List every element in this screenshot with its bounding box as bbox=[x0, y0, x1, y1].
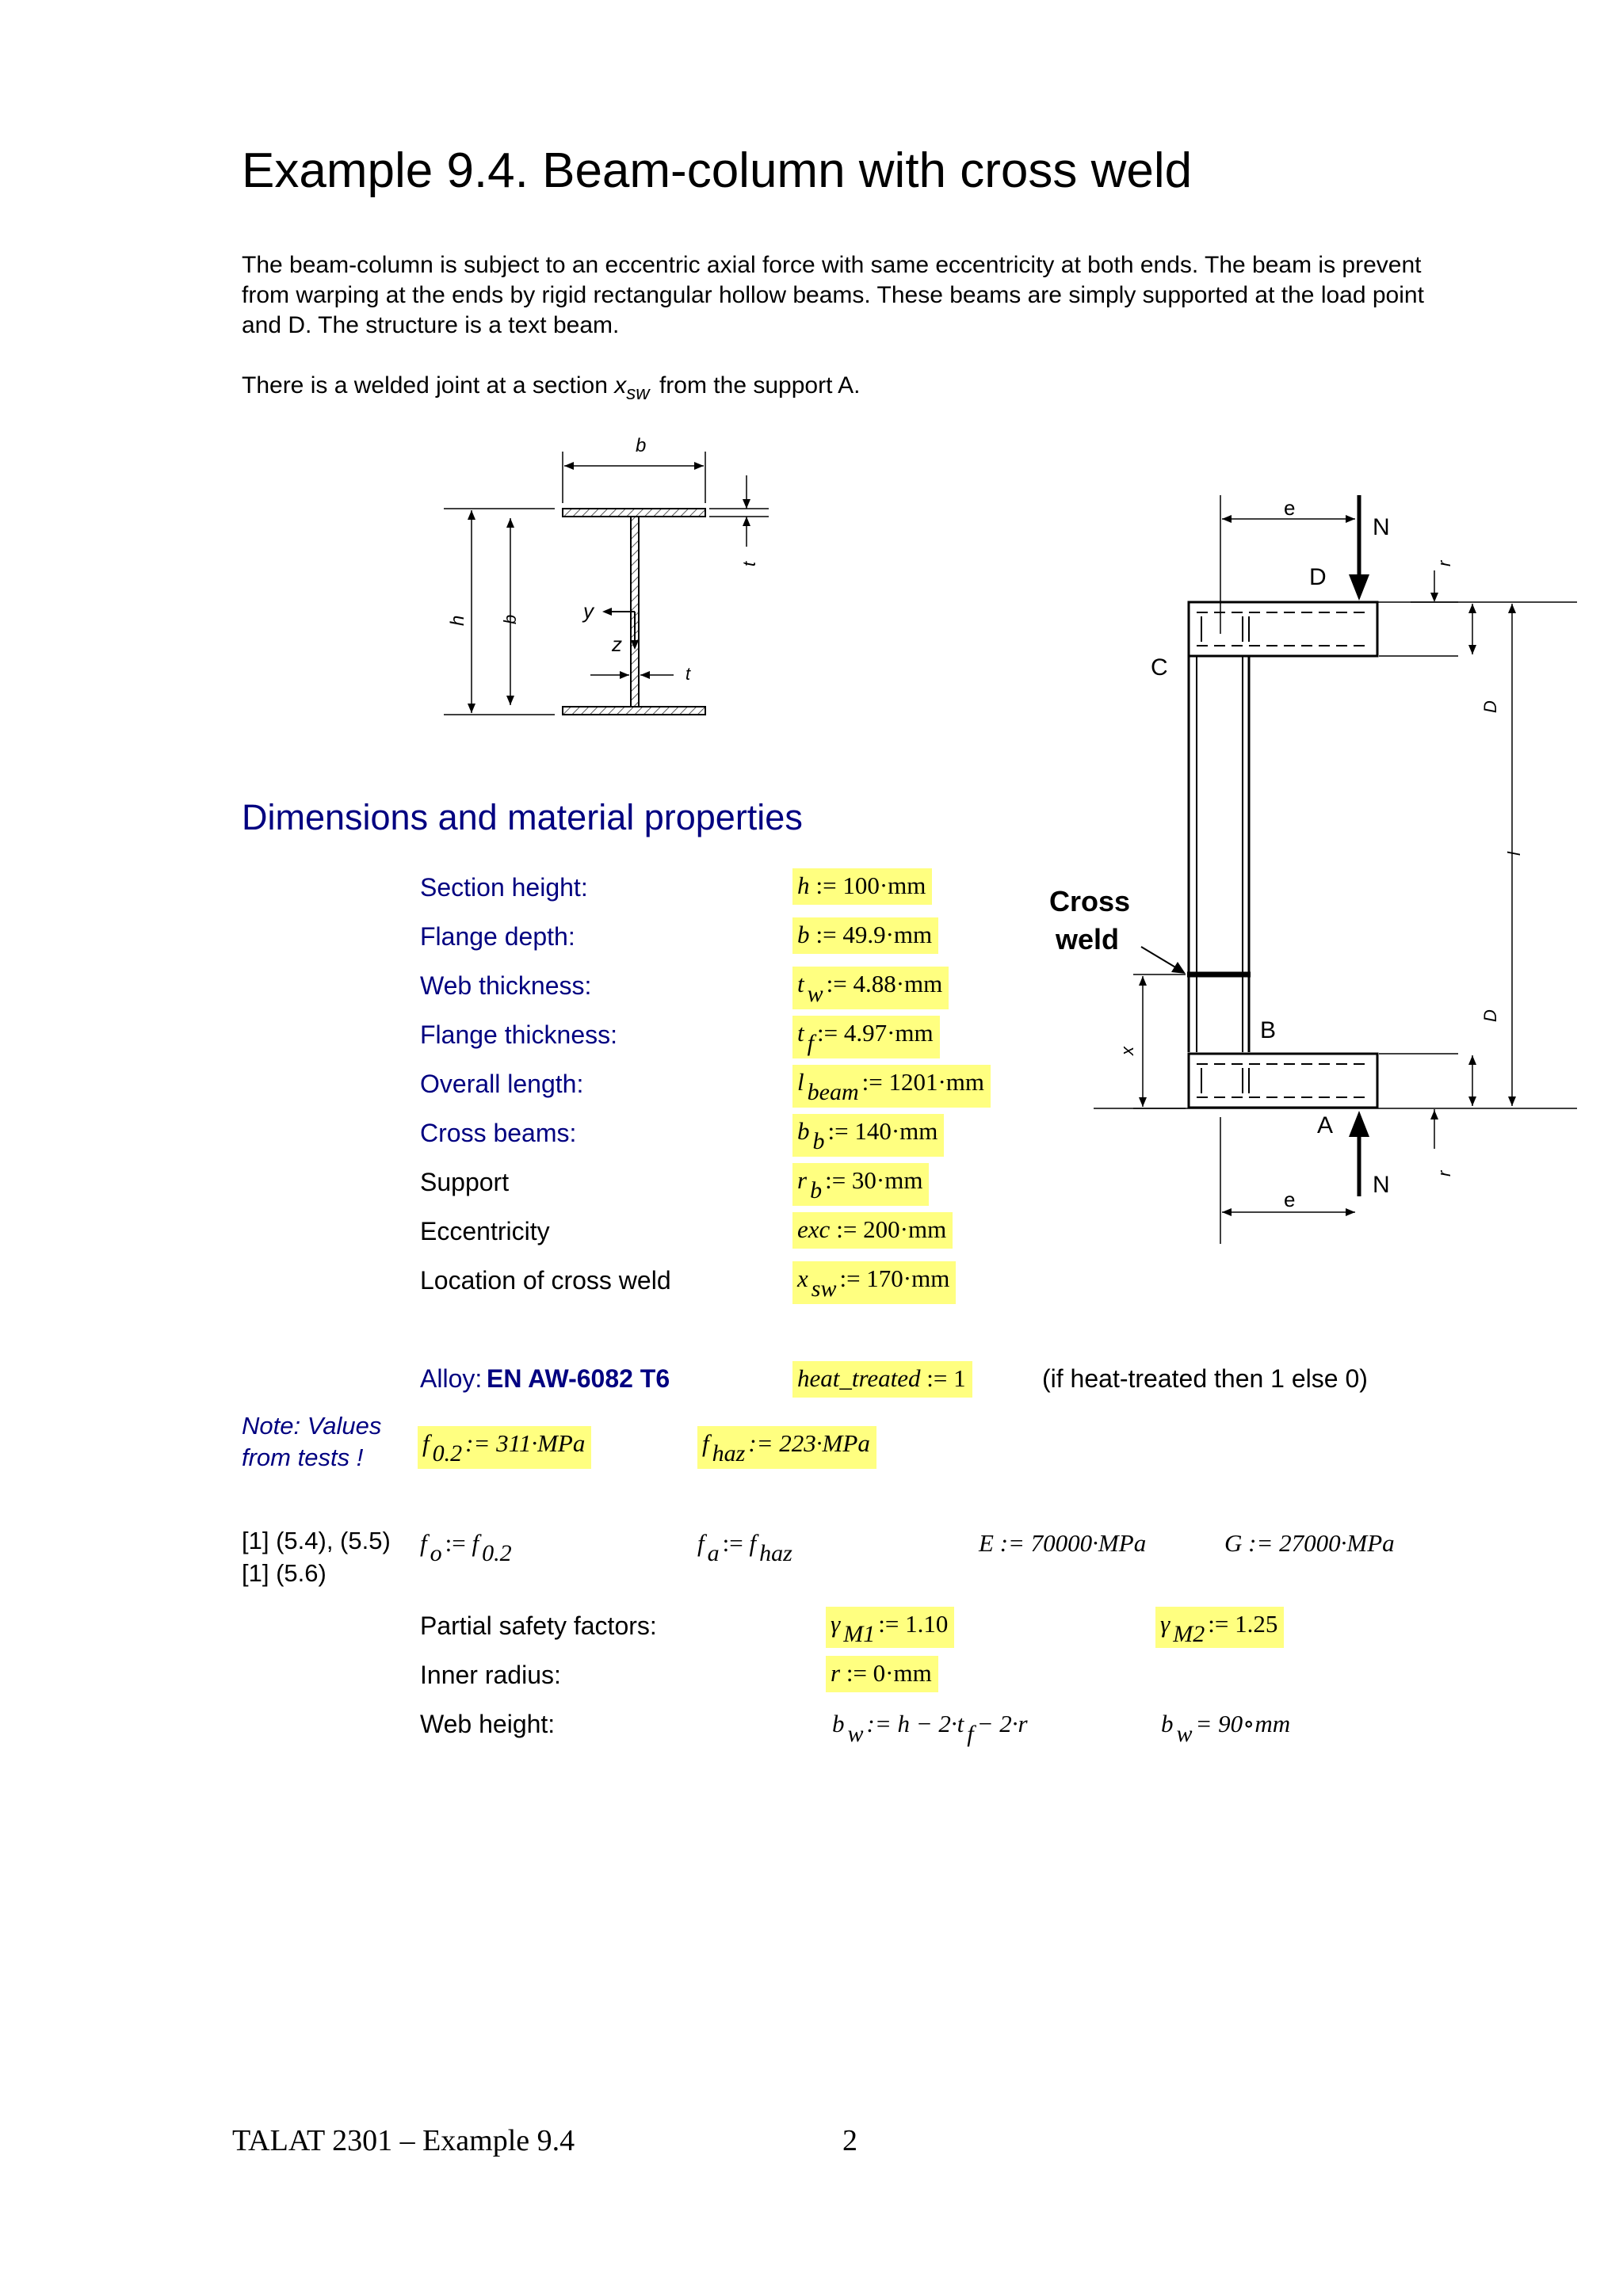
value-fhaz[interactable]: f haz := 223·MPa bbox=[697, 1426, 876, 1469]
value-overall-length[interactable]: l beam := 1201·mm bbox=[792, 1065, 991, 1108]
value-cross-weld-location[interactable]: x sw := 170·mm bbox=[792, 1261, 956, 1304]
value-inner-radius[interactable]: r := 0·mm bbox=[826, 1656, 938, 1692]
weld-sentence bbox=[242, 371, 860, 402]
weld-prefix: There is a welded joint at a section bbox=[242, 372, 608, 399]
xsw-label: x bbox=[1117, 1047, 1137, 1055]
c-label: C bbox=[1151, 654, 1168, 681]
b-label: b bbox=[636, 435, 647, 456]
def-fa: f a := f haz bbox=[697, 1529, 792, 1566]
tw-label: t bbox=[685, 664, 691, 684]
label-overall-length: Overall length: bbox=[420, 1070, 584, 1098]
d-label: D bbox=[1309, 564, 1327, 590]
value-web-thickness[interactable]: t w := 4.88·mm bbox=[792, 967, 949, 1009]
label-inner-radius: Inner radius: bbox=[420, 1661, 561, 1689]
intro-line-2: from warping at the ends by rigid rectangular hollow beams. These beams are simply supported at the load point bbox=[242, 282, 1424, 308]
value-cross-beams[interactable]: b b := 140·mm bbox=[792, 1114, 944, 1157]
weld-var-sub: sw bbox=[626, 383, 650, 404]
alloy-label: Alloy: bbox=[420, 1364, 483, 1393]
value-web-height-expr: b w := h − 2·t f − 2·r bbox=[832, 1710, 1028, 1747]
alloy-name: EN AW-6082 T6 bbox=[487, 1364, 670, 1393]
value-f02[interactable]: f 0.2 := 311·MPa bbox=[418, 1426, 591, 1469]
value-section-height[interactable]: h := 100·mm bbox=[792, 868, 932, 905]
label-safety-factors: Partial safety factors: bbox=[420, 1611, 657, 1640]
e-bottom-label: e bbox=[1284, 1188, 1296, 1211]
label-eccentricity: Eccentricity bbox=[420, 1217, 550, 1245]
cross-weld-label-2: weld bbox=[1056, 923, 1120, 955]
db-bottom-label: D bbox=[1480, 1009, 1500, 1022]
structure-figure bbox=[1049, 491, 1577, 1268]
n-bottom-label: N bbox=[1373, 1172, 1390, 1198]
e-top-label: e bbox=[1284, 496, 1296, 520]
bw-label: b bbox=[500, 614, 520, 624]
label-web-height: Web height: bbox=[420, 1710, 556, 1738]
value-support[interactable]: r b := 30·mm bbox=[792, 1163, 929, 1206]
weld-var: x bbox=[614, 372, 627, 399]
a-label: A bbox=[1317, 1112, 1334, 1138]
value-flange-thickness[interactable]: t f := 4.97·mm bbox=[792, 1016, 940, 1058]
value-flange-depth[interactable]: b := 49.9·mm bbox=[792, 917, 938, 954]
value-gamma-m1[interactable]: γ M1 := 1.10 bbox=[826, 1607, 954, 1648]
footer-document-title: TALAT 2301 – Example 9.4 bbox=[232, 2124, 575, 2157]
def-g: G := 27000·MPa bbox=[1224, 1529, 1395, 1557]
h-label: h bbox=[447, 615, 468, 626]
value-gamma-m2[interactable]: γ M2 := 1.25 bbox=[1155, 1607, 1284, 1648]
rb-top-label: r bbox=[1434, 560, 1454, 566]
b-point-label: B bbox=[1260, 1017, 1277, 1043]
page-title: Example 9.4. Beam-column with cross weld bbox=[242, 143, 1193, 198]
intro-line-3: and D. The structure is a text beam. bbox=[242, 312, 620, 338]
rb-bottom-label: r bbox=[1434, 1170, 1454, 1177]
section-heading: Dimensions and material properties bbox=[242, 797, 803, 837]
n-top-label: N bbox=[1373, 514, 1390, 540]
y-axis-label: y bbox=[583, 599, 594, 623]
reference-1: [1] (5.4), (5.5) bbox=[242, 1527, 391, 1554]
footer-page-number: 2 bbox=[842, 2124, 857, 2157]
label-section-height: Section height: bbox=[420, 873, 588, 902]
label-flange-thickness: Flange thickness: bbox=[420, 1020, 618, 1049]
tf-label: t bbox=[739, 561, 759, 566]
reference-2: [1] (5.6) bbox=[242, 1559, 327, 1587]
cross-weld-label-1: Cross bbox=[1049, 885, 1131, 917]
value-web-height-result: b w = 90∘mm bbox=[1161, 1710, 1291, 1747]
z-axis-label: z bbox=[612, 632, 622, 656]
label-cross-weld-location: Location of cross weld bbox=[420, 1266, 671, 1295]
db-top-label: D bbox=[1480, 700, 1500, 713]
weld-suffix: from the support A. bbox=[659, 372, 861, 399]
label-web-thickness: Web thickness: bbox=[420, 971, 592, 1000]
heat-treated-note: (if heat-treated then 1 else 0) bbox=[1042, 1364, 1368, 1393]
value-eccentricity[interactable]: exc := 200·mm bbox=[792, 1212, 953, 1249]
label-cross-beams: Cross beams: bbox=[420, 1119, 577, 1147]
i-section-figure bbox=[428, 428, 792, 745]
label-support: Support bbox=[420, 1168, 510, 1196]
value-heat-treated[interactable]: heat_treated := 1 bbox=[792, 1361, 972, 1398]
tests-note: Note: Values from tests ! bbox=[242, 1412, 382, 1471]
def-fo: f o := f 0.2 bbox=[420, 1529, 512, 1566]
def-e: E := 70000·MPa bbox=[979, 1529, 1147, 1557]
lbeam-label: l bbox=[1504, 852, 1524, 856]
intro-line-1: The beam-column is subject to an eccentric axial force with same eccentricity at both ends. The beam is prevent bbox=[242, 252, 1422, 278]
label-flange-depth: Flange depth: bbox=[420, 922, 575, 951]
